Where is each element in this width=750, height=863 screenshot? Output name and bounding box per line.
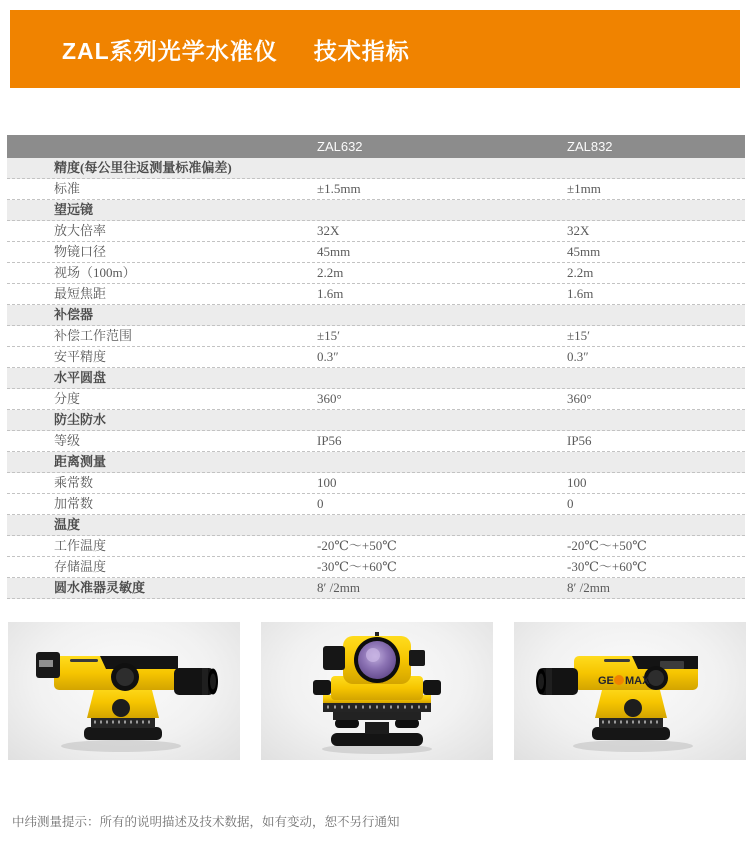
spec-value-zal832 [567,158,745,178]
product-gallery [8,622,742,760]
spec-value-zal832: 32X [567,223,590,238]
spec-data-row [7,557,745,578]
spec-value-zal832: ±15′ [567,328,590,343]
header-cell-zal832: ZAL832 [567,139,613,154]
spec-label: 物镜口径 [54,244,107,259]
spec-value-zal632 [317,515,567,535]
spec-data-row [7,221,745,242]
spec-value-zal632: 0.3″ [317,349,339,364]
spec-value-zal832 [567,410,745,430]
spec-label: 等级 [54,433,81,448]
geomax-logo-dot-icon [614,675,624,685]
spec-label: 补偿工作范围 [54,328,133,343]
spec-label: 距离测量 [54,454,107,469]
page-title [62,33,410,66]
spec-value-zal832: 1.6m [567,286,594,301]
spec-section-row [7,515,745,536]
spec-label: 望远镜 [54,202,94,217]
spec-label: 补偿器 [54,307,94,322]
spec-value-zal632: ±1.5mm [317,181,361,196]
spec-value-zal832: ±1mm [567,181,601,196]
spec-label: 加常数 [54,496,94,511]
spec-value-zal832 [567,515,745,535]
spec-value-zal832: 45mm [567,244,601,259]
spec-section-row [7,200,745,221]
spec-value-zal632: IP56 [317,433,342,448]
spec-section-row [7,158,745,179]
spec-label: 放大倍率 [54,223,107,238]
spec-value-zal632: 0 [317,496,324,511]
spec-label: 工作温度 [54,538,107,553]
spec-section-row [7,368,745,389]
spec-value-zal632: 32X [317,223,340,238]
level-side-right-illustration [8,622,240,760]
spec-label: 分度 [54,391,81,406]
spec-value-zal632 [317,200,567,220]
spec-value-zal632 [317,158,567,178]
spec-section-row [7,578,745,599]
spec-value-zal632: -20℃～+50℃ [317,538,397,553]
spec-value-zal832: 360° [567,391,592,406]
spec-data-row [7,473,745,494]
spec-label: 圆水准器灵敏度 [54,580,146,595]
spec-value-zal632: ±15′ [317,328,340,343]
spec-value-zal832: 0 [567,496,574,511]
spec-section-row [7,452,745,473]
spec-value-zal832 [567,368,745,388]
spec-value-zal832 [567,305,745,325]
spec-value-zal832: 100 [567,475,587,490]
spec-data-row [7,389,745,410]
spec-data-row [7,536,745,557]
spec-value-zal832 [567,200,745,220]
spec-data-row [7,494,745,515]
spec-value-zal632 [317,452,567,472]
spec-section-row [7,305,745,326]
spec-label: 温度 [54,517,81,532]
spec-label: 防尘防水 [54,412,107,427]
spec-data-row [7,284,745,305]
title-banner [10,10,740,88]
spec-data-row [7,347,745,368]
level-side-left-illustration [514,622,746,760]
spec-value-zal832: -30℃～+60℃ [567,559,647,574]
spec-value-zal832: 0.3″ [567,349,589,364]
spec-value-zal632: -30℃～+60℃ [317,559,397,574]
spec-value-zal832: -20℃～+50℃ [567,538,647,553]
spec-value-zal632: 2.2m [317,265,344,280]
spec-value-zal632: 360° [317,391,342,406]
page-title-section: 技术指标 [313,37,410,64]
spec-value-zal632 [317,410,567,430]
product-image-front [261,622,493,760]
spec-value-zal632 [317,305,567,325]
spec-value-zal832: 2.2m [567,265,594,280]
spec-value-zal632: 45mm [317,244,351,259]
geomax-logo-left: GE [598,675,614,687]
spec-label: 最短焦距 [54,286,107,301]
product-image-side-right [8,622,240,760]
spec-value-zal832 [567,452,745,472]
page-title-product: ZAL系列光学水准仪 [62,37,278,64]
spec-value-zal632 [317,368,567,388]
spec-section-row [7,410,745,431]
spec-data-row [7,242,745,263]
spec-data-row [7,326,745,347]
spec-table [7,135,745,599]
spec-value-zal832: IP56 [567,433,592,448]
geomax-logo-right: MAX [625,675,650,687]
level-front-illustration [261,622,493,760]
header-cell-spec [7,135,317,158]
spec-label: 视场（100m） [54,265,136,280]
spec-value-zal832: 8′ /2mm [567,580,610,595]
spec-label: 安平精度 [54,349,107,364]
spec-label: 乘常数 [54,475,94,490]
spec-data-row [7,431,745,452]
footer-note: 中纬测量提示：所有的说明描述及技术数据，如有变动，恕不另行通知 [12,815,400,829]
spec-label: 标准 [54,181,81,196]
spec-label: 精度(每公里往返测量标准偏差) [54,160,232,175]
header-cell-zal632: ZAL632 [317,139,363,154]
spec-data-row [7,179,745,200]
spec-label: 存储温度 [54,559,107,574]
spec-table-header-row [7,135,745,158]
spec-data-row [7,263,745,284]
spec-value-zal632: 1.6m [317,286,344,301]
spec-label: 水平圆盘 [54,370,107,385]
spec-table-rows [7,158,745,599]
spec-value-zal632: 8′ /2mm [317,580,360,595]
spec-value-zal632: 100 [317,475,337,490]
geomax-logo [598,675,650,687]
product-image-side-left [514,622,746,760]
